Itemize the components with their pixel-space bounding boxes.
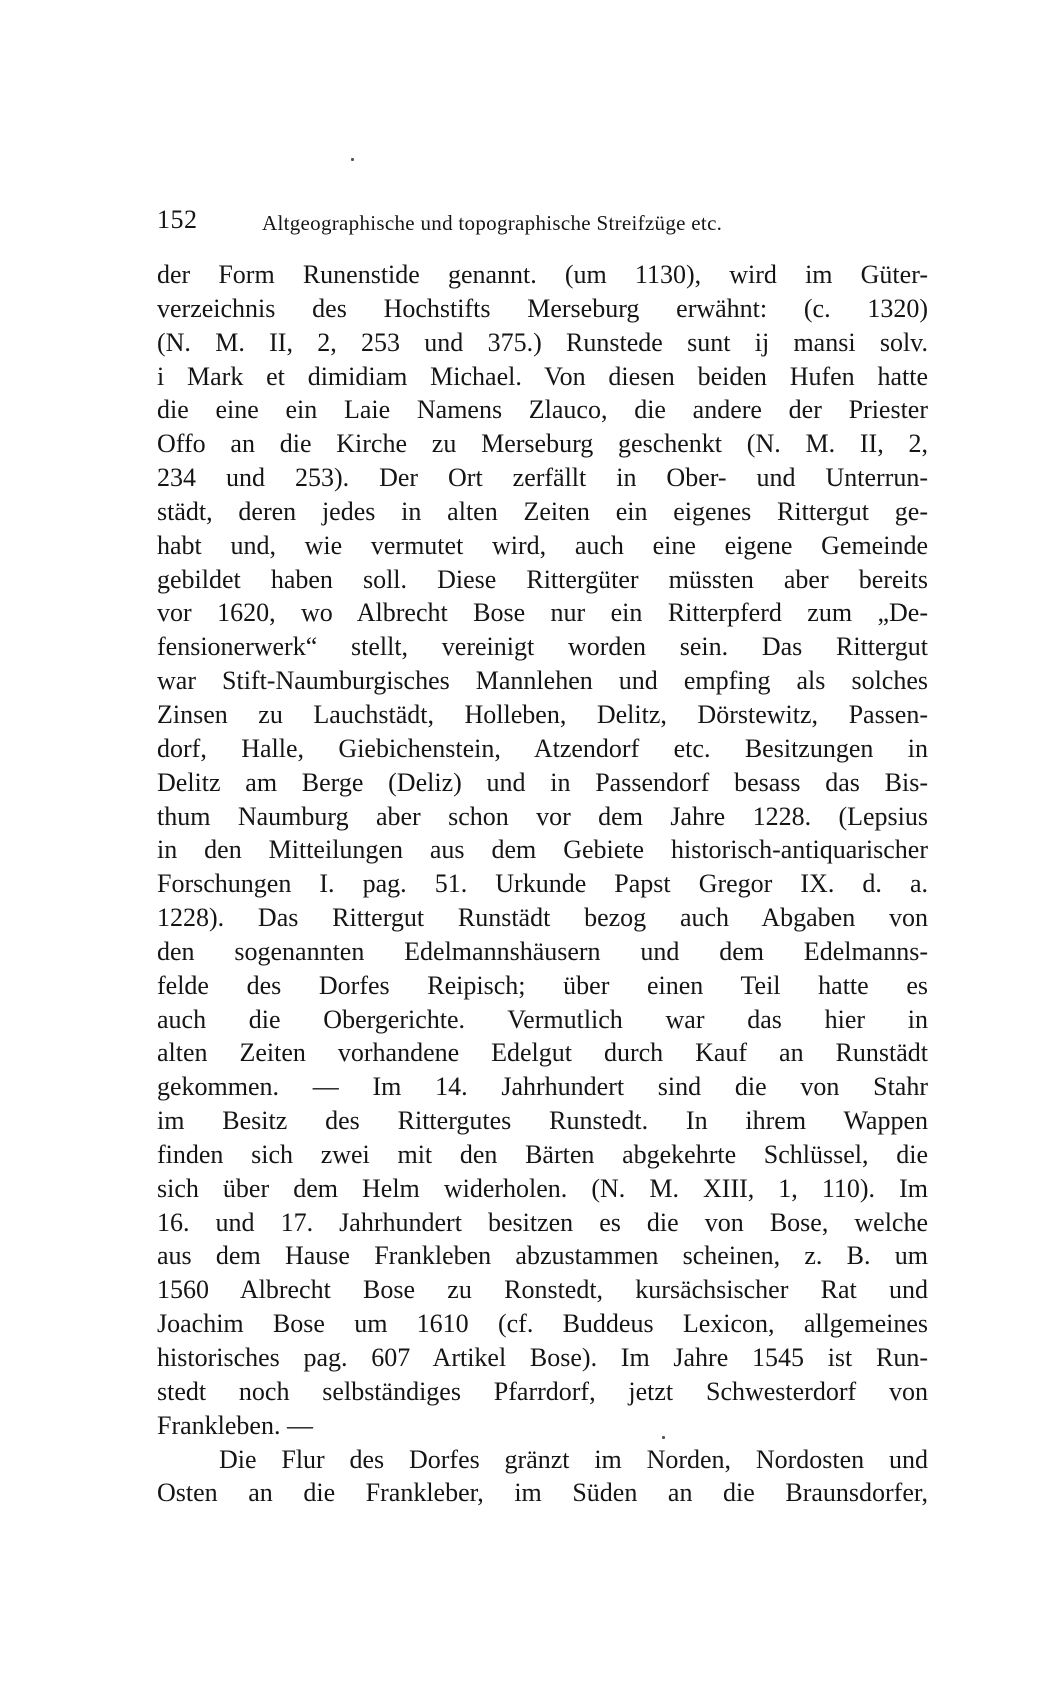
text-line: 234 und 253). Der Ort zerfällt in Ober- und Unterrun- — [157, 463, 928, 493]
text-line: im Besitz des Rittergutes Runstedt. In ihrem Wappen — [157, 1106, 928, 1136]
text-line: die eine ein Laie Namens Zlauco, die andere der Priester — [157, 395, 928, 425]
text-line: Offo an die Kirche zu Merseburg geschenkt (N. M. II, 2, — [157, 429, 928, 459]
text-line: Osten an die Frankleber, im Süden an die Braunsdorfer, — [157, 1478, 928, 1508]
text-line: stedt noch selbständiges Pfarrdorf, jetzt Schwesterdorf von — [157, 1376, 928, 1406]
text-line: 1228). Das Rittergut Runstädt bezog auch Abgaben von — [157, 903, 928, 933]
paragraph-end-line: Frankleben. — — [157, 1410, 313, 1440]
paragraph-start-line: Die Flur des Dorfes gränzt im Norden, Nordosten und — [219, 1444, 928, 1474]
text-line: gebildet haben soll. Diese Rittergüter müssten aber bereits — [157, 564, 928, 594]
text-line: sich über dem Helm widerholen. (N. M. XIII, 1, 110). Im — [157, 1173, 928, 1203]
page-header — [157, 205, 857, 239]
text-line: aus dem Hause Frankleben abzustammen scheinen, z. B. um — [157, 1241, 928, 1271]
text-line: habt und, wie vermutet wird, auch eine eigene Gemeinde — [157, 530, 928, 560]
running-title: Altgeographische und topographische Streifzüge etc. — [262, 211, 723, 235]
text-line: den sogenannten Edelmannshäusern und dem Edelmanns- — [157, 936, 928, 966]
text-line: Forschungen I. pag. 51. Urkunde Papst Gregor IX. d. a. — [157, 869, 928, 899]
text-line: Zinsen zu Lauchstädt, Holleben, Delitz, Dörstewitz, Passen- — [157, 699, 928, 729]
text-line: (N. M. II, 2, 253 und 375.) Runstede sunt ij mansi solv. — [157, 327, 928, 357]
body-text — [157, 258, 928, 1510]
text-line: vor 1620, wo Albrecht Bose nur ein Ritterpferd zum „De- — [157, 598, 928, 628]
text-line: auch die Obergerichte. Vermutlich war das hier in — [157, 1004, 928, 1034]
text-line: alten Zeiten vorhandene Edelgut durch Kauf an Runstädt — [157, 1038, 928, 1068]
text-line: in den Mitteilungen aus dem Gebiete historisch-antiquarischer — [157, 835, 928, 865]
text-line: 16. und 17. Jahrhundert besitzen es die von Bose, welche — [157, 1207, 928, 1237]
text-line: fensionerwerk“ stellt, vereinigt worden sein. Das Rittergut — [157, 632, 928, 662]
text-line: felde des Dorfes Reipisch; über einen Teil hatte es — [157, 970, 928, 1000]
text-line: thum Naumburg aber schon vor dem Jahre 1228. (Lepsius — [157, 801, 928, 831]
text-line: historisches pag. 607 Artikel Bose). Im Jahre 1545 ist Run- — [157, 1343, 928, 1372]
text-line: dorf, Halle, Giebichenstein, Atzendorf etc. Besitzungen in — [157, 733, 928, 763]
text-line: verzeichnis des Hochstifts Merseburg erwähnt: (c. 1320) — [157, 293, 928, 323]
text-line: der Form Runenstide genannt. (um 1130), wird im Güter- — [157, 260, 928, 289]
print-speck — [351, 158, 354, 161]
text-line: i Mark et dimidiam Michael. Von diesen beiden Hufen hatte — [157, 361, 928, 391]
text-line: städt, deren jedes in alten Zeiten ein eigenes Rittergut ge- — [157, 496, 928, 526]
text-line: Joachim Bose um 1610 (cf. Buddeus Lexicon, allgemeines — [157, 1309, 928, 1339]
text-line: war Stift-Naumburgisches Mannlehen und empfing als solches — [157, 666, 928, 696]
text-line: 1560 Albrecht Bose zu Ronstedt, kursächsischer Rat und — [157, 1275, 928, 1305]
text-line: gekommen. — Im 14. Jahrhundert sind die von Stahr — [157, 1072, 928, 1102]
page-number: 152 — [157, 205, 198, 234]
text-line: Delitz am Berge (Deliz) und in Passendorf besass das Bis- — [157, 767, 928, 797]
text-line: finden sich zwei mit den Bärten abgekehrte Schlüssel, die — [157, 1139, 928, 1169]
